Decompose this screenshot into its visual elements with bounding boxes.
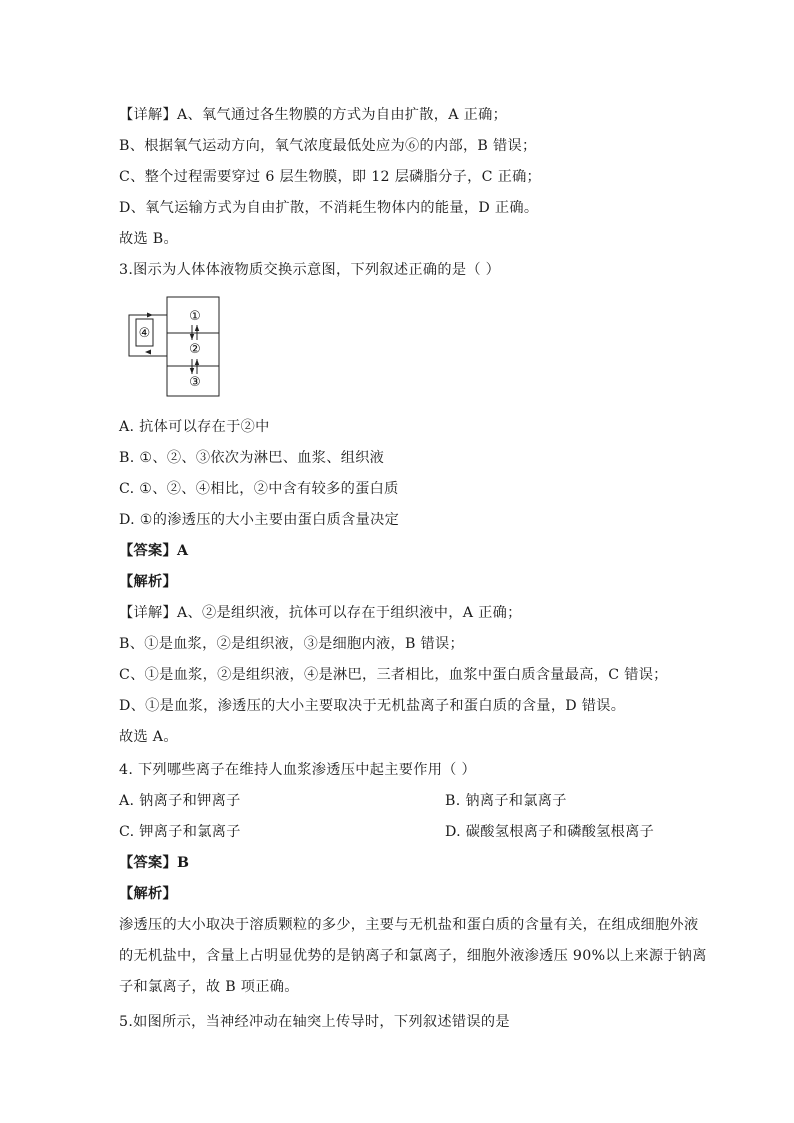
body-fluid-exchange-diagram [126,296,226,402]
q3-option-b: B. ①、②、③依次为淋巴、血浆、组织液 [119,450,385,466]
q3-detail-line-4: D、①是血浆，渗透压的大小主要取决于无机盐离子和蛋白质的含量，D 错误。 [119,698,626,714]
diagram-label-2: ② [189,342,201,357]
q3-stem: 3.图示为人体体液物质交换示意图，下列叙述正确的是（ ） [119,262,501,278]
q3-option-c: C. ①、②、④相比，②中含有较多的蛋白质 [119,481,399,497]
q4-analysis-line-3: 子和氯离子，故 B 项正确。 [119,979,299,995]
q3-option-a: A. 抗体可以存在于②中 [119,419,270,435]
q2-explanation-line-2: B、根据氧气运动方向，氧气浓度最低处应为⑥的内部，B 错误； [119,138,537,154]
q4-analysis-line-1: 渗透压的大小取决于溶质颗粒的多少，主要与无机盐和蛋白质的含量有关，在组成细胞外液 [119,917,699,933]
q4-option-a: A. 钠离子和钾离子 [119,793,241,809]
q3-detail-line-3: C、①是血浆，②是组织液，④是淋巴，三者相比，血浆中蛋白质含量最高，C 错误； [119,667,668,683]
q3-detail-line-1: 【详解】A、②是组织液，抗体可以存在于组织液中，A 正确； [119,605,522,621]
q4-answer: 【答案】B [119,855,190,871]
q4-analysis-line-2: 的无机盐中，含量上占明显优势的是钠离子和氯离子，细胞外液渗透压 90%以上来源于钠离 [119,948,707,964]
diagram-label-4: ④ [138,326,151,341]
q3-detail-line-2: B、①是血浆，②是组织液，③是细胞内液，B 错误； [119,636,464,652]
diagram-label-3: ③ [189,375,201,390]
q3-conclusion: 故选 A。 [119,729,178,745]
q4-option-c: C. 钾离子和氯离子 [119,824,241,840]
arrow-up-icon [195,359,199,365]
arrow-up-icon [195,325,199,331]
q4-option-d: D. 碳酸氢根离子和磷酸氢根离子 [445,824,655,840]
arrow-down-icon [190,368,194,374]
diagram-label-1: ① [189,309,201,324]
q3-answer: 【答案】A [119,543,189,559]
q2-explanation-line-4: D、氧气运输方式为自由扩散，不消耗生物体内的能量，D 正确。 [119,200,539,216]
q5-stem: 5.如图所示，当神经冲动在轴突上传导时，下列叙述错误的是 [119,1014,510,1030]
q4-stem: 4. 下列哪些离子在维持人血浆渗透压中起主要作用（ ） [119,762,476,778]
q3-option-d: D. ①的渗透压的大小主要由蛋白质含量决定 [119,512,400,528]
q3-analysis-heading: 【解析】 [119,574,177,590]
arrow-left-icon [145,350,151,355]
arrow-right-icon [147,313,153,318]
q4-analysis-heading: 【解析】 [119,886,177,902]
q2-explanation-line-3: C、整个过程需要穿过 6 层生物膜，即 12 层磷脂分子，C 正确； [119,169,542,185]
q2-conclusion: 故选 B。 [119,231,178,247]
q2-explanation-line-1: 【详解】A、氧气通过各生物膜的方式为自由扩散，A 正确； [119,107,508,123]
arrow-down-icon [190,334,194,340]
q4-option-b: B. 钠离子和氯离子 [445,793,567,809]
